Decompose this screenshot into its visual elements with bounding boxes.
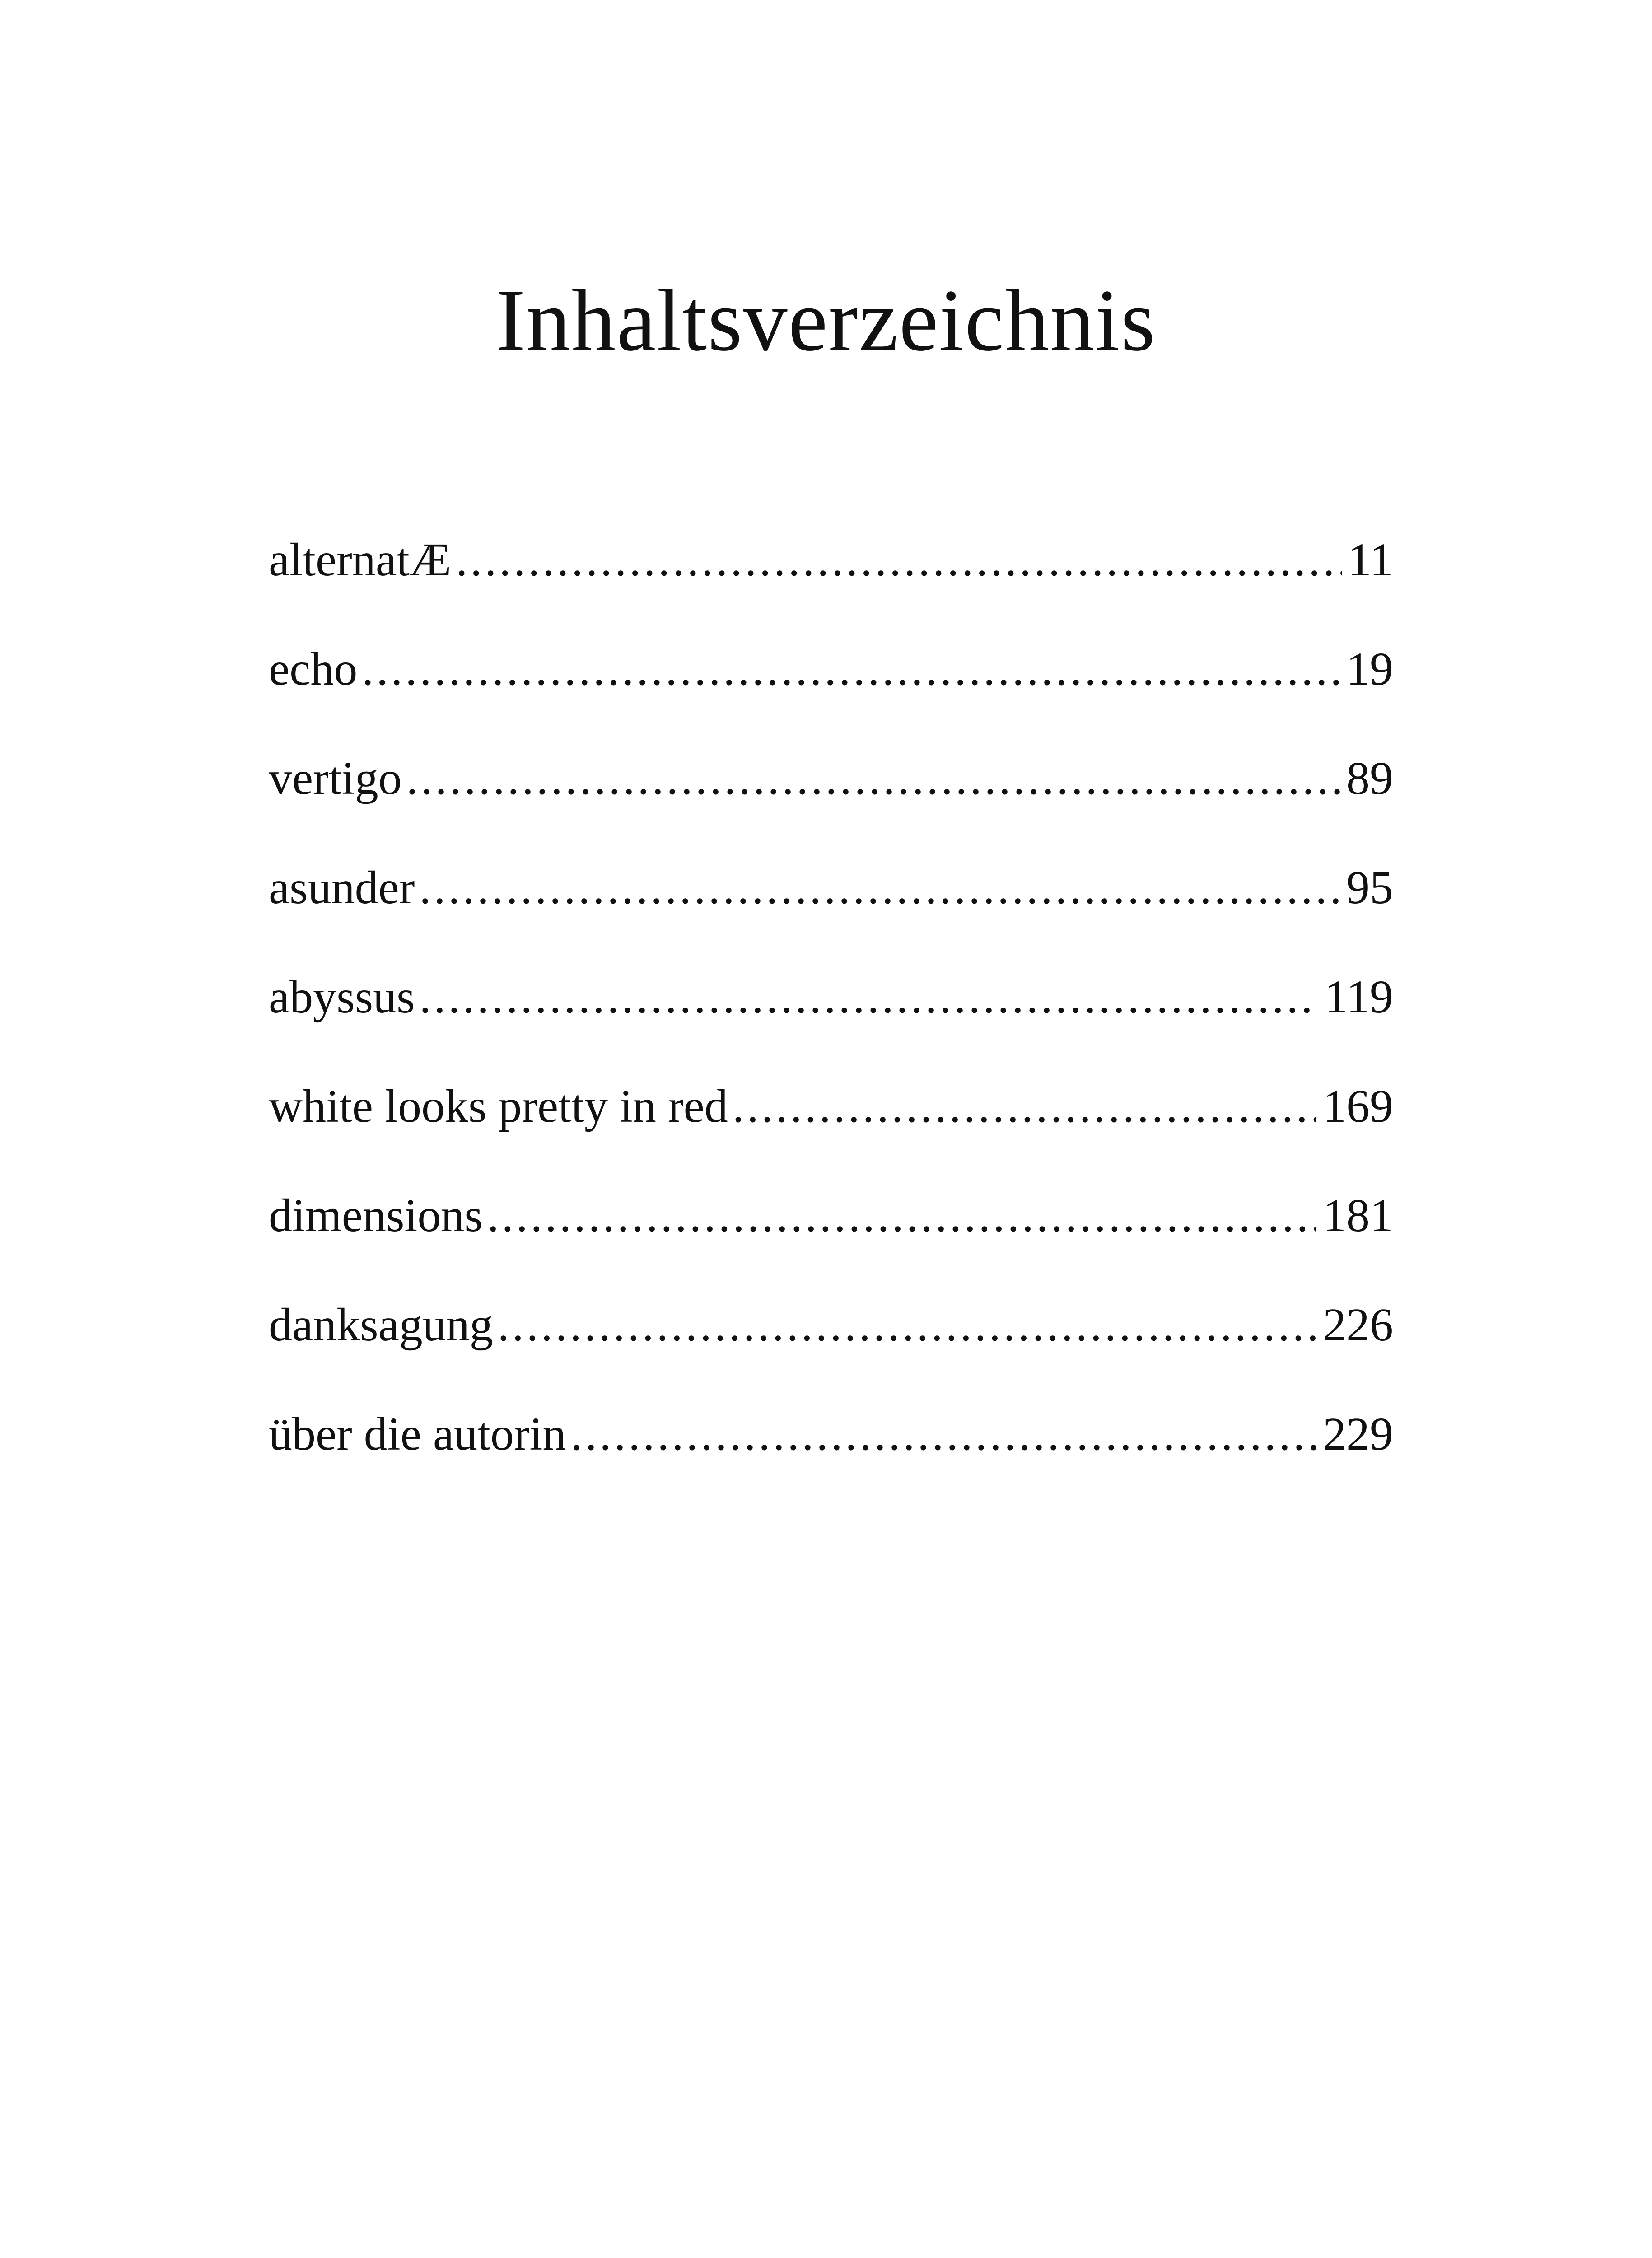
toc-dot-leader: [456, 524, 1342, 596]
toc-entry: [269, 1289, 1393, 1398]
toc-entry: [269, 633, 1393, 742]
toc-page-number: 181: [1323, 1190, 1393, 1241]
toc-entry-label: echo: [269, 643, 358, 695]
toc-dot-leader: [406, 742, 1340, 815]
toc-entry-label: dimensions: [269, 1190, 483, 1241]
toc-page-number: 119: [1324, 971, 1393, 1023]
toc-page-number: 89: [1346, 752, 1393, 804]
toc-entry-label: vertigo: [269, 752, 402, 804]
toc-entry: [269, 1398, 1393, 1507]
toc-entry: [269, 742, 1393, 852]
toc-entry-label: alternatÆ: [269, 534, 452, 586]
table-of-contents: [269, 524, 1393, 1507]
toc-dot-leader: [487, 1180, 1316, 1252]
toc-page-number: 11: [1348, 534, 1393, 586]
toc-dot-leader: [362, 633, 1340, 705]
toc-page-number: 19: [1346, 643, 1393, 695]
toc-page-number: 95: [1346, 862, 1393, 914]
toc-entry: [269, 524, 1393, 633]
toc-page-number: 229: [1323, 1408, 1393, 1460]
toc-dot-leader: [733, 1070, 1316, 1143]
toc-entry-label: white looks pretty in red: [269, 1080, 728, 1132]
toc-entry: [269, 852, 1393, 961]
toc-dot-leader: [498, 1289, 1316, 1361]
toc-entry: [269, 1070, 1393, 1180]
toc-entry: [269, 1180, 1393, 1289]
toc-dot-leader: [570, 1398, 1316, 1470]
toc-entry-label: danksagung: [269, 1299, 493, 1351]
toc-dot-leader: [420, 961, 1318, 1033]
toc-entry-label: abyssus: [269, 971, 415, 1023]
page-title: Inhaltsverzeichnis: [496, 271, 1156, 369]
toc-page-number: 226: [1323, 1299, 1393, 1351]
toc-entry: [269, 961, 1393, 1070]
toc-dot-leader: [419, 852, 1340, 924]
toc-entry-label: asunder: [269, 862, 415, 914]
toc-page-number: 169: [1323, 1080, 1393, 1132]
toc-entry-label: über die autorin: [269, 1408, 566, 1460]
